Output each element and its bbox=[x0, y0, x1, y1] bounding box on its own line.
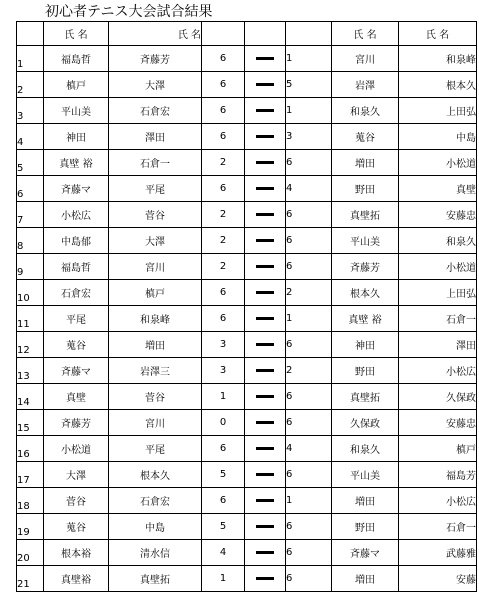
dash-mark bbox=[256, 135, 274, 138]
player-b1: 増田 bbox=[332, 488, 399, 514]
dash-mark bbox=[256, 395, 274, 398]
player-b1: 蒐谷 bbox=[332, 124, 399, 150]
player-a1: 根本裕 bbox=[44, 540, 109, 566]
match-number: 16 bbox=[17, 436, 44, 462]
score-b: 6 bbox=[286, 150, 332, 176]
player-b2: 中島 bbox=[399, 124, 477, 150]
player-b2: 石倉一 bbox=[399, 306, 477, 332]
match-number: 15 bbox=[17, 410, 44, 436]
score-b: 6 bbox=[286, 384, 332, 410]
player-a1: 神田 bbox=[44, 124, 109, 150]
score-b: 6 bbox=[286, 462, 332, 488]
match-number: 9 bbox=[17, 254, 44, 280]
match-row bbox=[17, 306, 477, 332]
dash-mark bbox=[256, 369, 274, 372]
player-a1: 中島郁 bbox=[44, 228, 109, 254]
score-b: 6 bbox=[286, 566, 332, 592]
match-row bbox=[17, 566, 477, 592]
match-number: 12 bbox=[17, 332, 44, 358]
score-dash bbox=[245, 150, 286, 176]
player-a1: 真壁 裕 bbox=[44, 150, 109, 176]
score-a: 6 bbox=[202, 488, 245, 514]
score-dash bbox=[245, 436, 286, 462]
header-name-2: 氏 名 bbox=[109, 22, 202, 46]
header-blank-cell bbox=[286, 22, 332, 46]
player-a1: 斉藤マ bbox=[44, 358, 109, 384]
match-number: 20 bbox=[17, 540, 44, 566]
player-a1: 真壁 bbox=[44, 384, 109, 410]
header-blank-cell bbox=[245, 22, 286, 46]
player-b1: 真壁拓 bbox=[332, 202, 399, 228]
header-blank-cell bbox=[17, 22, 44, 46]
player-b2: 小松広 bbox=[399, 488, 477, 514]
match-row bbox=[17, 462, 477, 488]
dash-mark bbox=[256, 83, 274, 86]
match-number: 6 bbox=[17, 176, 44, 202]
score-b: 1 bbox=[286, 306, 332, 332]
player-b2: 根本久 bbox=[399, 72, 477, 98]
score-a: 3 bbox=[202, 358, 245, 384]
results-table bbox=[16, 21, 477, 592]
player-a1: 福島哲 bbox=[44, 254, 109, 280]
player-b2: 福島芳 bbox=[399, 462, 477, 488]
dash-mark bbox=[256, 239, 274, 242]
player-a2: 石倉宏 bbox=[109, 488, 202, 514]
score-a: 6 bbox=[202, 436, 245, 462]
match-row bbox=[17, 540, 477, 566]
player-a1: 大澤 bbox=[44, 462, 109, 488]
player-a2: 平尾 bbox=[109, 176, 202, 202]
match-row bbox=[17, 124, 477, 150]
player-b1: 斉藤マ bbox=[332, 540, 399, 566]
score-a: 1 bbox=[202, 384, 245, 410]
player-a1: 蒐谷 bbox=[44, 514, 109, 540]
header-name-3: 氏 名 bbox=[332, 22, 399, 46]
player-b1: 真壁 裕 bbox=[332, 306, 399, 332]
player-b1: 野田 bbox=[332, 176, 399, 202]
score-dash bbox=[245, 98, 286, 124]
match-number: 17 bbox=[17, 462, 44, 488]
player-a1: 石倉宏 bbox=[44, 280, 109, 306]
player-b2: 安藤 bbox=[399, 566, 477, 592]
player-a2: 大澤 bbox=[109, 228, 202, 254]
player-b1: 真壁拓 bbox=[332, 384, 399, 410]
match-number: 11 bbox=[17, 306, 44, 332]
score-dash bbox=[245, 332, 286, 358]
score-a: 1 bbox=[202, 566, 245, 592]
match-row bbox=[17, 228, 477, 254]
player-a1: 平尾 bbox=[44, 306, 109, 332]
player-a1: 福島哲 bbox=[44, 46, 109, 72]
match-number: 18 bbox=[17, 488, 44, 514]
player-b1: 和泉久 bbox=[332, 98, 399, 124]
score-b: 6 bbox=[286, 410, 332, 436]
score-b: 4 bbox=[286, 436, 332, 462]
score-dash bbox=[245, 488, 286, 514]
match-number: 19 bbox=[17, 514, 44, 540]
match-row bbox=[17, 358, 477, 384]
dash-mark bbox=[256, 525, 274, 528]
match-row bbox=[17, 384, 477, 410]
player-b2: 和泉久 bbox=[399, 228, 477, 254]
dash-mark bbox=[256, 343, 274, 346]
player-b2: 久保政 bbox=[399, 384, 477, 410]
page-title: 初心者テニス大会試合結果 bbox=[45, 4, 213, 20]
player-a2: 石倉一 bbox=[109, 150, 202, 176]
score-dash bbox=[245, 46, 286, 72]
match-row bbox=[17, 514, 477, 540]
player-a1: 槙戸 bbox=[44, 72, 109, 98]
header-blank-cell bbox=[202, 22, 245, 46]
match-number: 7 bbox=[17, 202, 44, 228]
score-dash bbox=[245, 462, 286, 488]
player-a2: 澤田 bbox=[109, 124, 202, 150]
score-a: 5 bbox=[202, 462, 245, 488]
player-b2: 石倉一 bbox=[399, 514, 477, 540]
score-b: 2 bbox=[286, 280, 332, 306]
player-a1: 斉藤マ bbox=[44, 176, 109, 202]
match-row bbox=[17, 254, 477, 280]
player-b2: 上田弘 bbox=[399, 280, 477, 306]
player-b2: 小松道 bbox=[399, 150, 477, 176]
player-a2: 根本久 bbox=[109, 462, 202, 488]
player-b1: 根本久 bbox=[332, 280, 399, 306]
dash-mark bbox=[256, 577, 274, 580]
score-dash bbox=[245, 280, 286, 306]
player-a2: 宮川 bbox=[109, 254, 202, 280]
score-dash bbox=[245, 540, 286, 566]
player-a2: 宮川 bbox=[109, 410, 202, 436]
match-row bbox=[17, 46, 477, 72]
player-a2: 真壁拓 bbox=[109, 566, 202, 592]
player-b1: 増田 bbox=[332, 566, 399, 592]
score-b: 3 bbox=[286, 124, 332, 150]
match-row bbox=[17, 72, 477, 98]
player-a2: 石倉宏 bbox=[109, 98, 202, 124]
player-b2: 安藤忠 bbox=[399, 410, 477, 436]
match-number: 3 bbox=[17, 98, 44, 124]
score-a: 2 bbox=[202, 150, 245, 176]
match-row bbox=[17, 202, 477, 228]
score-dash bbox=[245, 124, 286, 150]
score-a: 2 bbox=[202, 228, 245, 254]
score-b: 6 bbox=[286, 514, 332, 540]
score-dash bbox=[245, 410, 286, 436]
player-b2: 槙戸 bbox=[399, 436, 477, 462]
score-a: 6 bbox=[202, 72, 245, 98]
player-a2: 平尾 bbox=[109, 436, 202, 462]
match-row bbox=[17, 280, 477, 306]
header-name-1: 氏 名 bbox=[44, 22, 109, 46]
score-b: 5 bbox=[286, 72, 332, 98]
match-row bbox=[17, 176, 477, 202]
player-b1: 久保政 bbox=[332, 410, 399, 436]
player-a1: 蒐谷 bbox=[44, 332, 109, 358]
header-row bbox=[17, 22, 477, 46]
player-a1: 平山美 bbox=[44, 98, 109, 124]
player-a2: 増田 bbox=[109, 332, 202, 358]
match-number: 14 bbox=[17, 384, 44, 410]
player-a2: 斉藤芳 bbox=[109, 46, 202, 72]
score-b: 6 bbox=[286, 202, 332, 228]
player-b1: 平山美 bbox=[332, 228, 399, 254]
player-b1: 岩澤 bbox=[332, 72, 399, 98]
dash-mark bbox=[256, 161, 274, 164]
player-a2: 大澤 bbox=[109, 72, 202, 98]
score-b: 2 bbox=[286, 358, 332, 384]
match-row bbox=[17, 150, 477, 176]
match-row bbox=[17, 488, 477, 514]
player-b1: 宮川 bbox=[332, 46, 399, 72]
dash-mark bbox=[256, 187, 274, 190]
match-row bbox=[17, 436, 477, 462]
score-a: 6 bbox=[202, 46, 245, 72]
match-number: 13 bbox=[17, 358, 44, 384]
score-a: 0 bbox=[202, 410, 245, 436]
player-b1: 平山美 bbox=[332, 462, 399, 488]
match-number: 4 bbox=[17, 124, 44, 150]
score-b: 1 bbox=[286, 488, 332, 514]
player-a1: 斉藤芳 bbox=[44, 410, 109, 436]
score-dash bbox=[245, 514, 286, 540]
player-b1: 神田 bbox=[332, 332, 399, 358]
player-a2: 菅谷 bbox=[109, 202, 202, 228]
player-b2: 武藤雅 bbox=[399, 540, 477, 566]
score-dash bbox=[245, 72, 286, 98]
match-number: 21 bbox=[17, 566, 44, 592]
dash-mark bbox=[256, 421, 274, 424]
score-a: 2 bbox=[202, 202, 245, 228]
score-dash bbox=[245, 358, 286, 384]
player-a1: 菅谷 bbox=[44, 488, 109, 514]
score-dash bbox=[245, 228, 286, 254]
score-a: 4 bbox=[202, 540, 245, 566]
match-number: 5 bbox=[17, 150, 44, 176]
dash-mark bbox=[256, 109, 274, 112]
header-name-4: 氏 名 bbox=[399, 22, 477, 46]
score-b: 6 bbox=[286, 254, 332, 280]
player-a2: 中島 bbox=[109, 514, 202, 540]
match-number: 1 bbox=[17, 46, 44, 72]
player-a2: 槙戸 bbox=[109, 280, 202, 306]
dash-mark bbox=[256, 473, 274, 476]
score-a: 6 bbox=[202, 176, 245, 202]
player-b2: 小松道 bbox=[399, 254, 477, 280]
player-b2: 小松広 bbox=[399, 358, 477, 384]
match-row bbox=[17, 332, 477, 358]
score-a: 3 bbox=[202, 332, 245, 358]
match-number: 10 bbox=[17, 280, 44, 306]
score-a: 6 bbox=[202, 280, 245, 306]
score-b: 6 bbox=[286, 228, 332, 254]
player-b1: 斉藤芳 bbox=[332, 254, 399, 280]
score-dash bbox=[245, 254, 286, 280]
score-dash bbox=[245, 306, 286, 332]
score-b: 6 bbox=[286, 540, 332, 566]
score-a: 5 bbox=[202, 514, 245, 540]
player-a2: 清水信 bbox=[109, 540, 202, 566]
dash-mark bbox=[256, 213, 274, 216]
dash-mark bbox=[256, 317, 274, 320]
match-number: 8 bbox=[17, 228, 44, 254]
score-a: 6 bbox=[202, 124, 245, 150]
match-row bbox=[17, 410, 477, 436]
player-a1: 真壁裕 bbox=[44, 566, 109, 592]
player-b2: 上田弘 bbox=[399, 98, 477, 124]
score-dash bbox=[245, 176, 286, 202]
player-a1: 小松道 bbox=[44, 436, 109, 462]
score-dash bbox=[245, 566, 286, 592]
player-b1: 野田 bbox=[332, 358, 399, 384]
player-b1: 和泉久 bbox=[332, 436, 399, 462]
dash-mark bbox=[256, 447, 274, 450]
score-b: 1 bbox=[286, 98, 332, 124]
player-b1: 増田 bbox=[332, 150, 399, 176]
score-dash bbox=[245, 384, 286, 410]
score-b: 1 bbox=[286, 46, 332, 72]
dash-mark bbox=[256, 551, 274, 554]
player-a1: 小松広 bbox=[44, 202, 109, 228]
dash-mark bbox=[256, 57, 274, 60]
player-b2: 澤田 bbox=[399, 332, 477, 358]
player-b2: 真壁 bbox=[399, 176, 477, 202]
dash-mark bbox=[256, 499, 274, 502]
score-dash bbox=[245, 202, 286, 228]
match-row bbox=[17, 98, 477, 124]
match-number: 2 bbox=[17, 72, 44, 98]
score-a: 6 bbox=[202, 306, 245, 332]
player-a2: 和泉峰 bbox=[109, 306, 202, 332]
player-b2: 安藤忠 bbox=[399, 202, 477, 228]
player-b1: 野田 bbox=[332, 514, 399, 540]
player-a2: 岩澤三 bbox=[109, 358, 202, 384]
player-a2: 菅谷 bbox=[109, 384, 202, 410]
dash-mark bbox=[256, 291, 274, 294]
score-a: 6 bbox=[202, 98, 245, 124]
score-b: 6 bbox=[286, 332, 332, 358]
score-b: 4 bbox=[286, 176, 332, 202]
player-b2: 和泉峰 bbox=[399, 46, 477, 72]
score-a: 2 bbox=[202, 254, 245, 280]
dash-mark bbox=[256, 265, 274, 268]
